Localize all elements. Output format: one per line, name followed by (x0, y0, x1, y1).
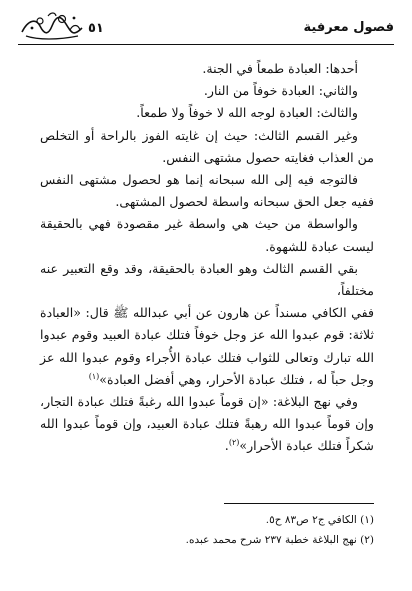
footnote-ref-2: (٢) (228, 438, 240, 448)
running-title: فصول معرفية (303, 20, 394, 35)
page-number: ٥١ (88, 21, 104, 36)
paragraph-1: أحدها: العبادة طمعاً في الجنة. (202, 61, 358, 76)
paragraph-2: والثاني: العبادة خوفاً من النار. (203, 83, 358, 99)
footnote-ref-1: (١) (88, 371, 100, 381)
footnote-divider (224, 503, 374, 504)
paragraph-3: والثالث: العبادة لوجه الله لا خوفاً ولا طمعاً. (136, 105, 358, 121)
paragraph-8-text: ففي الكافي مسنداً عن هارون عن أبي عبدالله ﷺ قال: «العبادة ثلاثة: قوم عبدوا الله عز وجل خوفاً فتلك عبادة العبيد وقوم عبدوا الله تبارك وتعالى للثواب فتلك عبادة الأُجراء وقوم عبدوا الله عز وجل حباً له ، فتلك عبادة الأحرار، وهي أفضل العبادة» (40, 305, 374, 387)
paragraph-5: فالتوجه فيه إلى الله سبحانه إنما هو لحصول مشتهى النفس ففيه جعل الحق سبحانه واسطة لحصول المشتهى. (40, 172, 374, 210)
footnotes (40, 510, 374, 550)
calligraphic-ornament-icon (18, 10, 86, 42)
paragraph-9 (40, 391, 374, 458)
main-text (40, 58, 374, 458)
header-divider (18, 44, 394, 45)
page-header (18, 10, 394, 44)
paragraph-7: بقي القسم الثالث وهو العبادة بالحقيقة، وقد وقع التعبير عنه مختلفاً، (40, 260, 374, 299)
paragraph-4: وغير القسم الثالث: حيث إن غايته الفوز بالراحة أو التخلص من العذاب فغايته حصول مشتهى النفس. (40, 127, 374, 165)
footnote-2: (٢) نهج البلاغة خطبة ٢٣٧ شرح محمد عبده. (185, 534, 374, 546)
paragraph-6: والواسطة من حيث هي واسطة غير مقصودة فهي بالحقيقة ليست عبادة للشهوة. (40, 216, 374, 254)
footnote-1: (١) الكافي ج٢ ص٨٣ ح٥. (265, 514, 374, 526)
paragraph-9-end: . (224, 438, 229, 454)
paragraph-9-text: وفي نهج البلاغة: «إن قوماً عبدوا الله رغبةً فتلك عبادة التجار، وإن قوماً عبدوا الله رهبةً فتلك عبادة العبيد، وإن قوماً عبدوا الله شكراً فتلك عبادة الأحرار» (40, 394, 374, 454)
paragraph-8 (40, 302, 374, 391)
